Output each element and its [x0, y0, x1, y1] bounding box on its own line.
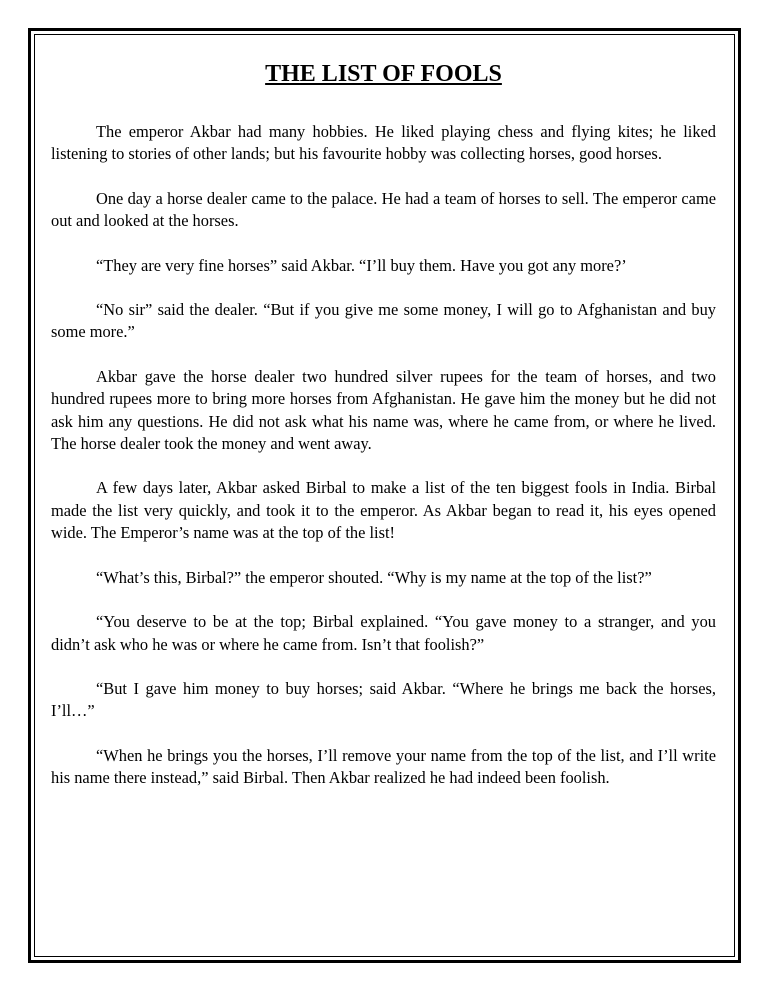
- paragraph: The emperor Akbar had many hobbies. He liked playing chess and flying kites; he liked listening to stories of other lands; but his favourite hobby was collecting horses, good horses.: [51, 122, 716, 164]
- paragraph: “No sir” said the dealer. “But if you give me some money, I will go to Afghanistan and buy some more.”: [51, 300, 716, 342]
- paragraph: “You deserve to be at the top; Birbal explained. “You gave money to a stranger, and you didn’t ask who he was or where he came from. Isn’t that foolish?”: [51, 612, 716, 654]
- paragraph: Akbar gave the horse dealer two hundred silver rupees for the team of horses, and two hundred rupees more to bring more horses from Afghanistan. He gave him the money but he did not ask him any questions. He did not ask what his name was, where he came from, or where he lived. The horse dealer took the money and went away.: [51, 366, 716, 454]
- paragraph: “They are very fine horses” said Akbar. “I’ll buy them. Have you got any more?’: [96, 255, 627, 275]
- document-title: THE LIST OF FOOLS: [265, 61, 502, 87]
- paragraph: A few days later, Akbar asked Birbal to make a list of the ten biggest fools in India. Birbal made the list very quickly, and took it to the emperor. As Akbar began to read it, his eyes opened wide. The Emperor’s name was at the top of the list!: [51, 478, 716, 543]
- paragraph: “When he brings you the horses, I’ll remove your name from the top of the list, and I’ll write his name there instead,” said Birbal. Then Akbar realized he had indeed been foolish.: [51, 745, 716, 788]
- paragraph: “But I gave him money to buy horses; said Akbar. “Where he brings me back the horses, I’ll…”: [51, 678, 716, 721]
- paragraph: “What’s this, Birbal?” the emperor shouted. “Why is my name at the top of the list?”: [96, 567, 652, 587]
- document-body: [51, 58, 716, 812]
- paragraph: One day a horse dealer came to the palace. He had a team of horses to sell. The emperor came out and looked at the horses.: [51, 188, 716, 231]
